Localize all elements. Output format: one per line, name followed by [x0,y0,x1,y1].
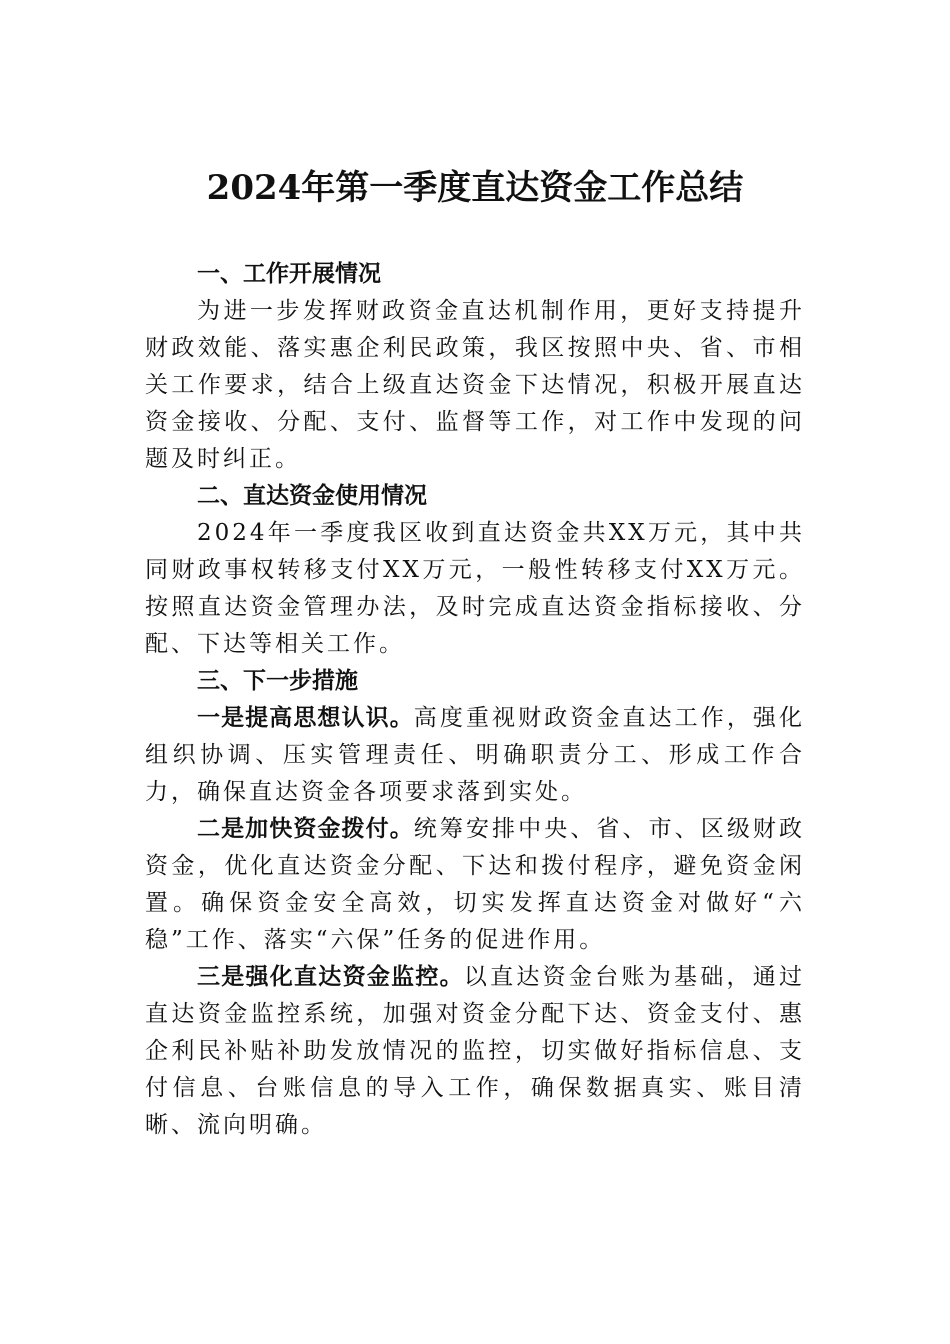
measure-paragraph [145,700,805,811]
measure-paragraph [145,959,805,1144]
section-paragraph-fund-usage: 2024年一季度我区收到直达资金共XX万元，其中共同财政事权转移支付XX万元，一般性转移支付XX万元。按照直达资金管理办法，及时完成直达资金指标接收、分配、下达等相关工作。 [145,520,805,657]
measure-lead: 三是强化直达资金监控。 [197,964,464,990]
document-body [145,256,805,1144]
section-heading-work-progress: 一、工作开展情况 [197,261,381,287]
section-heading-fund-usage: 二、直达资金使用情况 [197,483,427,509]
section-paragraph-work-progress: 为进一步发挥财政资金直达机制作用，更好支持提升财政效能、落实惠企利民政策，我区按照中央、省、市相关工作要求，结合上级直达资金下达情况，积极开展直达资金接收、分配、支付、监督等工作，对工作中发现的问题及时纠正。 [145,298,805,472]
measure-paragraph [145,811,805,959]
measure-text: 统筹安排中央、省、市、区级财政资金，优化直达资金分配、下达和拨付程序，避免资金闲置。确保资金安全高效，切实发挥直达资金对做好“六稳”工作、落实“六保”任务的促进作用。 [145,816,806,953]
measure-lead: 一是提高思想认识。 [197,705,414,731]
measure-lead: 二是加快资金拨付。 [197,816,414,842]
document-page [145,160,805,1144]
document-title: 2024年第一季度直达资金工作总结 [206,168,744,208]
section-heading-next-steps: 三、下一步措施 [197,668,358,694]
measure-text: 以直达资金台账为基础，通过直达资金监控系统，加强对资金分配下达、资金支付、惠企利民补贴补助发放情况的监控，切实做好指标信息、支付信息、台账信息的导入工作，确保数据真实、账目清晰、流向明确。 [145,964,806,1138]
measure-text: 高度重视财政资金直达工作，强化组织协调、压实管理责任、明确职责分工、形成工作合力，确保直达资金各项要求落到实处。 [145,705,806,805]
